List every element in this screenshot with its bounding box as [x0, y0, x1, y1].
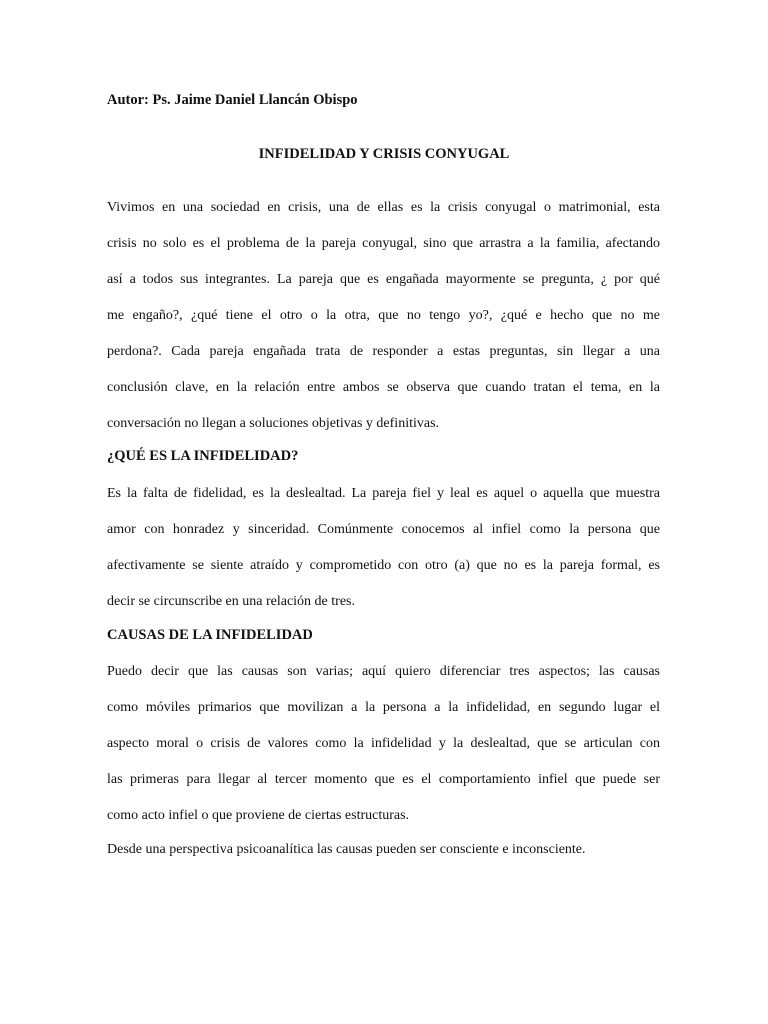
- section-heading-causas: CAUSAS DE LA INFIDELIDAD: [107, 627, 313, 643]
- author-line: Autor: Ps. Jaime Daniel Llancán Obispo: [107, 92, 358, 108]
- text-line: amor con honradez y sinceridad. Comúnmente conocemos al infiel como la persona que: [107, 522, 660, 537]
- paragraph-psychoanalytic: Desde una perspectiva psicoanalítica las causas pueden ser consciente e inconsciente.: [107, 842, 586, 857]
- text-line: crisis no solo es el problema de la pareja conyugal, sino que arrastra a la familia, afectando: [107, 236, 660, 251]
- text-line: Puedo decir que las causas son varias; aquí quiero diferenciar tres aspectos; las causas: [107, 664, 660, 679]
- text-line: como acto infiel o que proviene de ciertas estructuras.: [107, 808, 410, 823]
- paragraph-definition: [107, 484, 660, 628]
- document-title: INFIDELIDAD Y CRISIS CONYUGAL: [258, 146, 510, 162]
- section-heading-que-es: ¿QUÉ ES LA INFIDELIDAD?: [107, 448, 299, 464]
- text-line: afectivamente se siente atraído y comprometido con otro (a) que no es la pareja formal, es: [107, 558, 660, 573]
- paragraph-causes: [107, 662, 660, 842]
- text-line: como móviles primarios que movilizan a la persona a la infidelidad, en segundo lugar el: [107, 700, 660, 715]
- text-line: aspecto moral o crisis de valores como la infidelidad y la deslealtad, que se articulan con: [107, 736, 660, 751]
- text-line: Es la falta de fidelidad, es la deslealtad. La pareja fiel y leal es aquel o aquella que muestra: [107, 486, 660, 501]
- text-line: las primeras para llegar al tercer momento que es el comportamiento infiel que puede ser: [107, 772, 660, 787]
- text-line: conclusión clave, en la relación entre ambos se observa que cuando tratan el tema, en la: [107, 380, 660, 395]
- text-line: conversación no llegan a soluciones objetivas y definitivas.: [107, 416, 440, 431]
- text-line: decir se circunscribe en una relación de tres.: [107, 594, 355, 609]
- text-line: Vivimos en una sociedad en crisis, una de ellas es la crisis conyugal o matrimonial, esta: [107, 200, 660, 215]
- text-line: me engaño?, ¿qué tiene el otro o la otra, que no tengo yo?, ¿qué e hecho que no me: [107, 308, 660, 323]
- text-line: perdona?. Cada pareja engañada trata de responder a estas preguntas, sin llegar a una: [107, 344, 660, 359]
- text-line: así a todos sus integrantes. La pareja que es engañada mayormente se pregunta, ¿ por qué: [107, 272, 660, 287]
- paragraph-intro: [107, 198, 660, 450]
